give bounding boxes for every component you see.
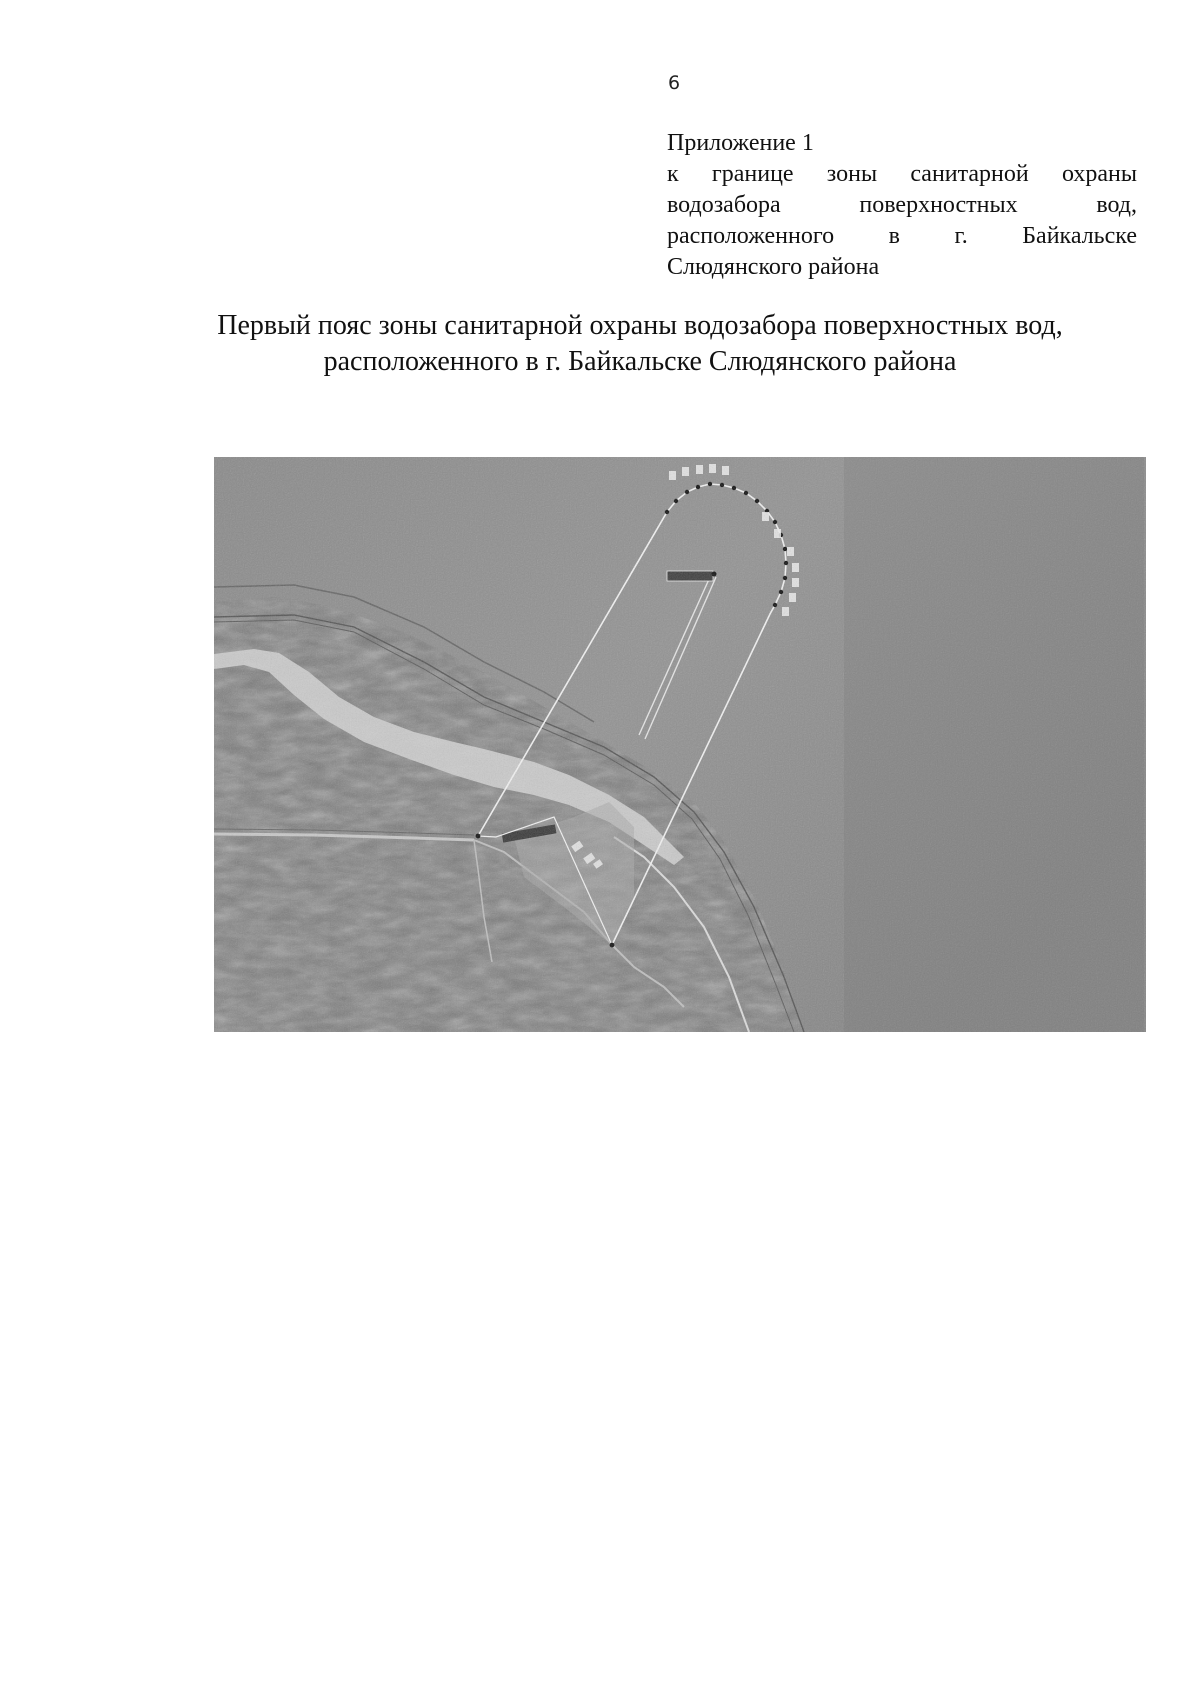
document-title-line: Первый пояс зоны санитарной охраны водозабора поверхностных вод, bbox=[217, 310, 1063, 341]
scan-band bbox=[844, 457, 1144, 1032]
appendix-line: расположенного в г. Байкальске bbox=[667, 223, 1137, 249]
appendix-line: Слюдянского района bbox=[667, 254, 880, 280]
zone-map-image bbox=[214, 457, 1146, 1032]
appendix-reference bbox=[667, 128, 1137, 283]
appendix-title: Приложение 1 bbox=[667, 130, 814, 156]
page-number: 6 bbox=[668, 72, 681, 94]
appendix-line: к границе зоны санитарной охраны bbox=[667, 161, 1137, 187]
document-title-line: расположенного в г. Байкальске Слюдянского района bbox=[323, 346, 957, 377]
appendix-line: водозабора поверхностных вод, bbox=[667, 192, 1137, 218]
document-title bbox=[150, 308, 1130, 380]
